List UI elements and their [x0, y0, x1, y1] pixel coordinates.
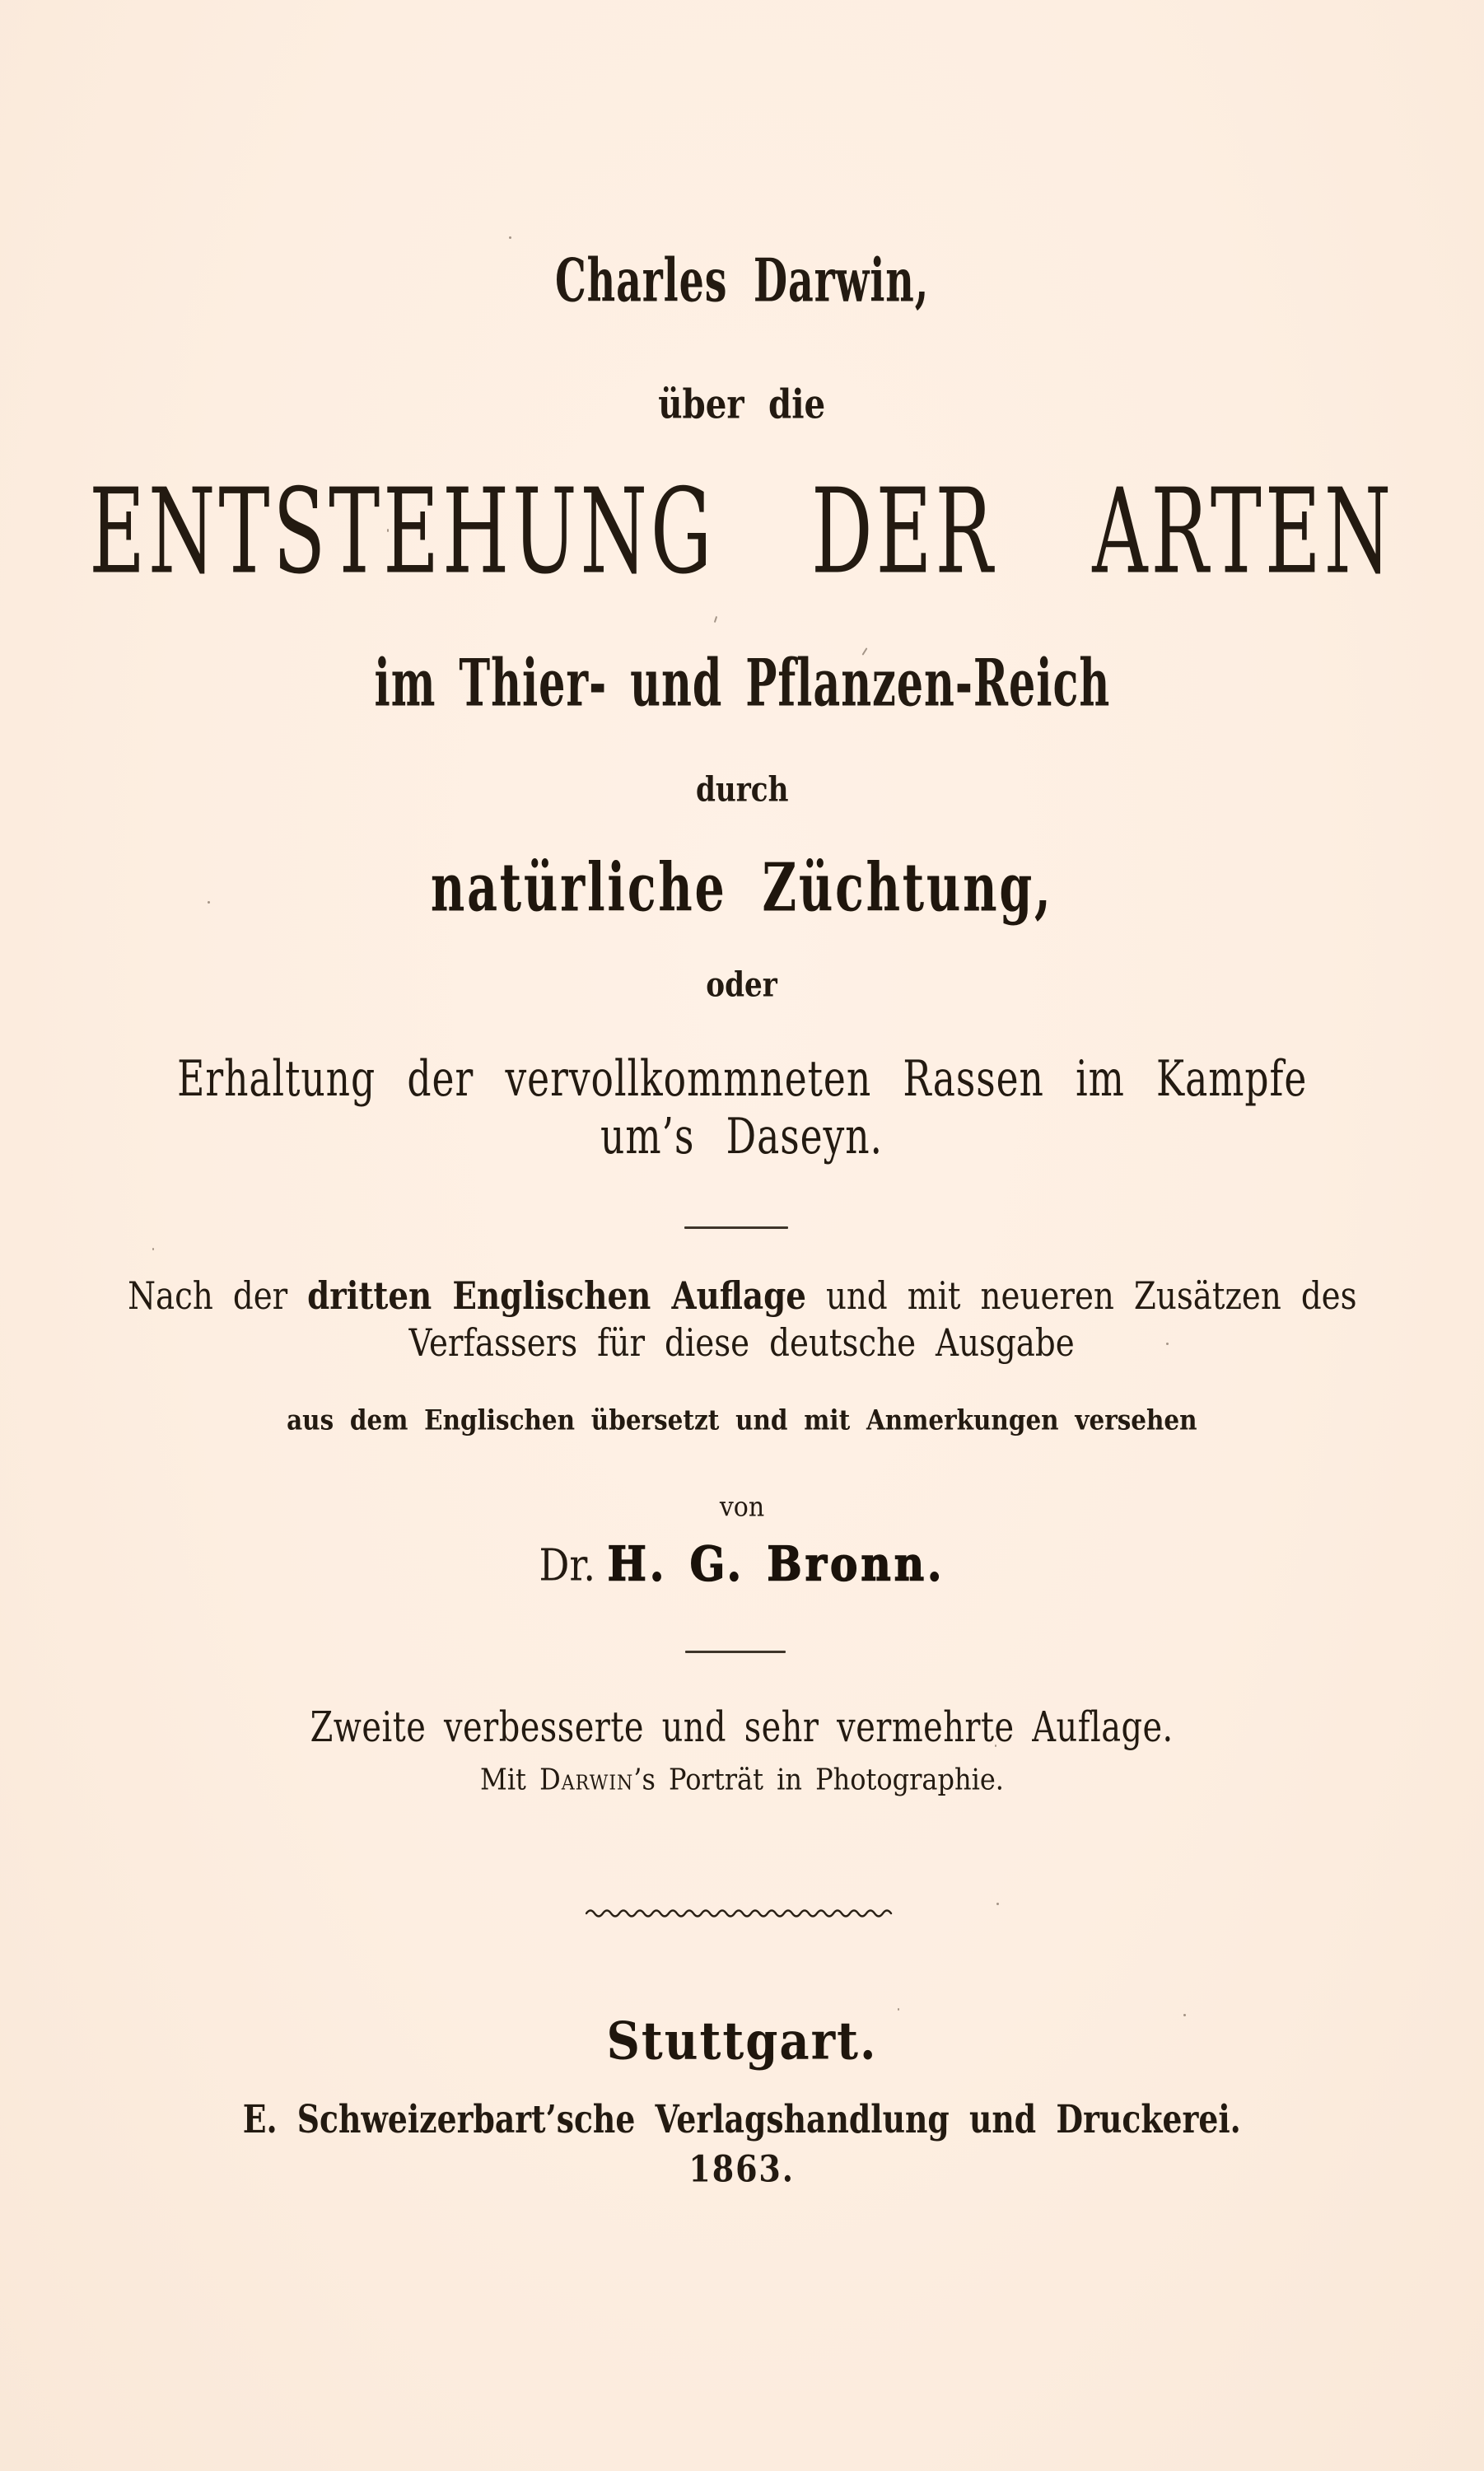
edition-note-line-1-text	[127, 1273, 1357, 1319]
subtitle	[0, 644, 1484, 722]
translator-name-text	[539, 1535, 945, 1592]
connector-word-durch	[0, 769, 1484, 810]
connector-word-oder-text: oder	[706, 965, 778, 1005]
author-name	[0, 245, 1484, 316]
edition-note-line-2	[0, 1321, 1484, 1366]
imprint-year-text: 1863.	[688, 2147, 796, 2191]
paper-speck	[208, 901, 210, 904]
struggle-subtitle-line-2	[0, 1108, 1484, 1165]
connector-word-oder	[0, 965, 1484, 1005]
main-title	[0, 465, 1484, 600]
translation-note	[0, 1404, 1484, 1437]
struggle-subtitle-line-1-text: Erhaltung der vervollkommneten Rassen im Kampfe	[176, 1050, 1308, 1108]
imprint-publisher	[0, 2096, 1484, 2142]
portrait-note-text	[480, 1762, 1004, 1797]
author-name-text: Charles Darwin,	[554, 245, 930, 316]
struggle-subtitle-line-2-text: um’s Daseyn.	[600, 1108, 884, 1165]
edition-note-line-1	[0, 1273, 1484, 1319]
paper-speck	[387, 529, 389, 532]
imprint-city	[0, 2011, 1484, 2072]
edition-note-prefix: Nach der	[127, 1274, 307, 1319]
paper-speck	[995, 1745, 996, 1747]
edition-note-line-2-text: Verfassers für diese deutsche Ausgabe	[408, 1321, 1076, 1366]
translation-note-text: aus dem Englischen übersetzt und mit Anmerkungen versehen	[287, 1404, 1197, 1437]
section-divider-rule	[684, 1226, 788, 1229]
subtitle-text: im Thier- und Pflanzen-Reich	[374, 644, 1110, 722]
struggle-subtitle-line-1	[0, 1050, 1484, 1108]
edition-statement	[0, 1703, 1484, 1751]
paper-speck	[1183, 2014, 1186, 2016]
edition-note-suffix: und mit neueren Zusätzen des	[805, 1274, 1357, 1319]
paper-speck	[1285, 527, 1286, 530]
paper-speck	[509, 236, 511, 239]
section-divider-rule	[685, 1651, 786, 1653]
translator-name	[0, 1535, 1484, 1592]
paper-speck	[1166, 1343, 1169, 1345]
edition-statement-text: Zweite verbesserte und sehr vermehrte Auflage.	[310, 1703, 1174, 1751]
portrait-note-prefix: Mit	[480, 1762, 540, 1797]
connector-word-durch-text: durch	[695, 769, 789, 810]
wavy-divider	[586, 1906, 893, 1919]
paper-speck	[898, 2008, 899, 2011]
imprint-city-text: Stuttgart.	[606, 2011, 878, 2072]
main-title-text: ENTSTEHUNG DER ARTEN	[89, 465, 1395, 600]
paper-speck	[152, 1248, 154, 1250]
by-word-text: von	[719, 1491, 765, 1524]
method-line-text: natürliche Züchtung,	[431, 848, 1053, 927]
translator-full-name: H. G. Bronn.	[607, 1535, 945, 1592]
pretitle-text: über die	[658, 381, 826, 427]
imprint-year	[0, 2147, 1484, 2191]
edition-note-emphasis: dritten Englischen Auflage	[306, 1273, 806, 1319]
imprint-publisher-text: E. Schweizerbart’sche Verlagshandlung und Druckerei.	[242, 2096, 1242, 2142]
by-word	[0, 1491, 1484, 1524]
method-line	[0, 848, 1484, 927]
translator-title-prefix: Dr.	[539, 1539, 595, 1591]
paper-speck	[714, 616, 717, 623]
portrait-note-darwin: Darwin	[539, 1762, 634, 1797]
pretitle	[0, 381, 1484, 427]
paper-speck	[996, 1903, 999, 1905]
portrait-note	[0, 1762, 1484, 1797]
portrait-note-suffix: ’s Porträt in Photographie.	[633, 1762, 1004, 1797]
